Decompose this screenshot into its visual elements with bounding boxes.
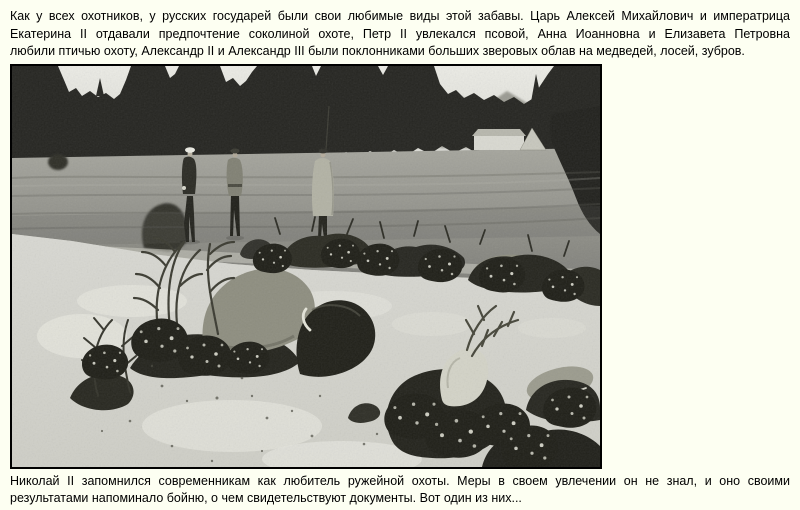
hunting-photo — [10, 64, 602, 469]
intro-line-1: Как у всех охотников, у русских государей были свои любимые виды этой забавы. Царь Алексей Михайлович и императрица — [10, 9, 790, 23]
intro-line-3: любили птичью охоту, Александр II и Александр III были поклонниками больших зверовых облав на медведей, лосей, зубров. — [10, 44, 745, 58]
intro-line-2: Екатерина II отдавали предпочтение соколиной охоте, Петр II увлекался псовой, Анна Иоанновна и Елизавета Петровна — [10, 26, 790, 41]
outro-paragraph — [10, 473, 790, 508]
outro-line-2: результатами напоминало бойню, о чем свидетельствуют документы. Вот один из них... — [10, 491, 522, 505]
intro-paragraph — [10, 8, 790, 61]
outro-line-1: Николай II запомнился современникам как любитель ружейной охоты. Меры в своем увлечении он не знал, и оно своими — [10, 473, 790, 488]
